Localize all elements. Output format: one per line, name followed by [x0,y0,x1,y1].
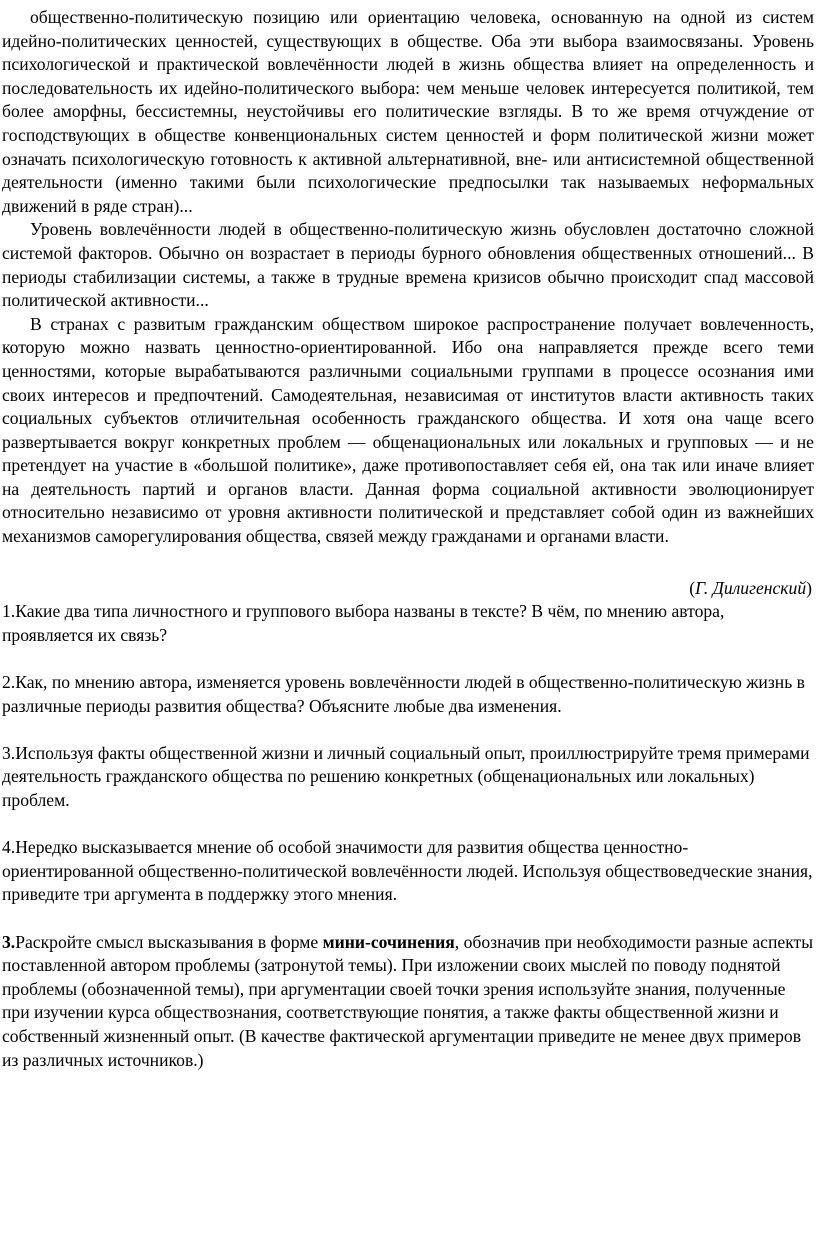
question-1: 1.Какие два типа личностного и группового выбора названы в тексте? В чём, по мнению автора, проявляется их связь? [2,601,725,645]
question-2: 2.Как, по мнению автора, изменяется уровень вовлечённости людей в общественно-политическую жизнь в различные периоды развития общества? Объясните любые два изменения. [2,672,805,716]
question-3: 3.Используя факты общественной жизни и личный социальный опыт, проиллюстрируйте тремя примерами деятельность гражданского общества по решению конкретных (общенациональных или локальных) проблем. [2,742,810,810]
task-emphasis: мини-сочинения [322,931,455,952]
essay-task [2,931,814,1073]
attribution-open: ( [689,577,696,598]
task-number: 3. [2,931,16,952]
task-text-before: Раскройте смысл высказывания в форме [15,931,323,952]
task-text-after: , обозначив при необходимости разные аспекты поставленной автором проблемы (затронутой темы). При изложении своих мыслей по поводу поднятой проблемы (обозначенной темы), при аргументации своей точки зрения используйте знания, полученные при изучении курса обществознания, соответствующие понятия, а также факты общественной жизни и собственный жизненный опыт. (В качестве фактической аргументации приведите не менее двух примеров из различных источников.) [2,931,814,1070]
attribution-close: ) [806,577,812,598]
spacer [2,718,814,742]
author-name: Г. Дилигенский [695,577,807,598]
spacer [2,647,814,671]
spacer [2,813,814,837]
text-paragraph-3: В странах с развитым гражданским обществом широкое распространение получает вовлеченность, которую можно назвать ценностно-ориентированной. Ибо она направляется прежде всего теми ценностями, которые вырабатываются различными социальными группами в процессе осознания ими своих интересов и предпочтений. Самодеятельная, независимая от институтов власти активность таких социальных субъектов отличительная особенность гражданского общества. И хотя она чаще всего развертывается вокруг конкретных проблем — общенациональных или локальных и групповых — и не претендует на участие в «большой политике», даже противопоставляет себя ей, она так или иначе влияет на деятельность партий и органов власти. Данная форма социальной активности эволюционирует относительно независимо от уровня активности политической и представляет собой один из важнейших механизмов саморегулирования общества, связей между гражданами и органами власти. [2,313,814,547]
question-4: 4.Нередко высказывается мнение об особой значимости для развития общества ценностно-ориентированной общественно-политической вовлечённости людей. Используя обществоведческие знания, приведите три аргумента в поддержку этого мнения. [2,837,813,905]
spacer [2,907,814,931]
text-paragraph-2: Уровень вовлечённости людей в общественно-политическую жизнь обусловлен достаточно сложной системой факторов. Обычно он возрастает в периоды бурного обновления общественных отношений... В периоды стабилизации системы, а также в трудные времена кризисов обычно происходит спад массовой политической активности... [2,219,814,311]
source-attribution [2,577,812,601]
text-paragraph-1: общественно-политическую позицию или ориентацию человека, основанную на одной из систем идейно-политических ценностей, существующих в обществе. Оба эти выбора взаимосвязаны. Уровень психологической и практической вовлечённости людей в жизнь общества влияет на определенность и последовательность их идейно-политического выбора: чем меньше человек интересуется политикой, тем более аморфны, бессистемны, неустойчивы его политические взгляды. В то же время отчуждение от господствующих в обществе конвенциональных систем ценностей и форм политической жизни может означать психологическую готовность к активной альтернативной, вне- или антисистемной общественной деятельности (именно такими были психологические предпосылки так называемых неформальных движений в ряде стран)... [2,7,814,216]
